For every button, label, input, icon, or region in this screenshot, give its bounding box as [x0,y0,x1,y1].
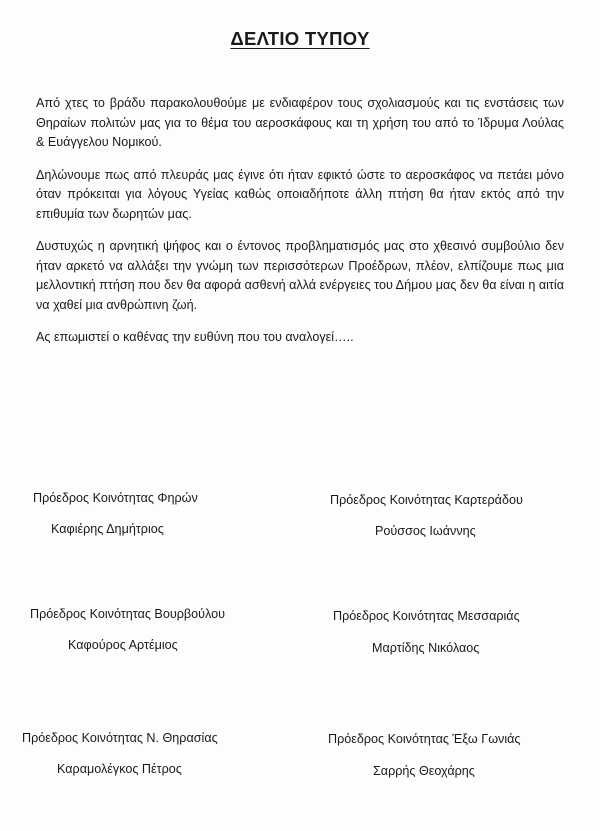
signature-role: Πρόεδρος Κοινότητας Φηρών [33,491,198,505]
signature-role: Πρόεδρος Κοινότητας Βουρβούλου [30,607,226,621]
paragraph: Ας επωμιστεί ο καθένας την ευθύνη που του αναλογεί….. [36,330,354,344]
signature-name: Καφιέρης Δημήτριος [51,522,164,536]
document-title: ΔΕΛΤΙΟ ΤΥΠΟΥ [230,28,370,49]
signature-block [333,608,520,656]
signature-block [328,731,520,779]
signature-block [33,490,198,537]
signature-name: Ρούσσος Ιωάννης [375,524,476,538]
signature-name: Καραμολέγκος Πέτρος [57,762,182,776]
signature-name: Μαρτίδης Νικόλαος [372,641,480,655]
signature-role: Πρόεδρος Κοινότητας Έξω Γωνιάς [328,732,521,746]
paragraph: Από χτες το βράδυ παρακολουθούμε με ενδιαφέρον τους σχολιασμούς και τις ενστάσεις των Θηραίων πολιτών μας για το θέμα του αεροσκάφους και τη χρήση του από το Ίδρυμα Λούλας & Ευάγγελου Νομικού. [36,96,564,149]
signature-name: Σαρρής Θεοχάρης [373,764,475,778]
signature-role: Πρόεδρος Κοινότητας Καρτεράδου [330,493,523,507]
document-body [36,94,564,361]
signature-role: Πρόεδρος Κοινότητας Μεσσαριάς [333,609,520,623]
paragraph: Δυστυχώς η αρνητική ψήφος και ο έντονος προβληματισμός μας στο χθεσινό συμβούλιο δεν ήταν αρκετό να αλλάξει την γνώμη των περισσότερων Προέδρων, πλέον, ελπίζουμε πως μια μελλοντική πτήση που δεν θα αφορά ασθενή αλλά ενέργειες του Δήμου μας δεν θα είναι η αιτία να χαθεί μια ανθρώπινη ζωή. [36,239,564,312]
signature-block [22,730,218,777]
signature-role: Πρόεδρος Κοινότητας Ν. Θηρασίας [22,731,218,745]
signature-block [30,606,225,653]
signature-block [330,492,523,539]
signature-name: Καφούρος Αρτέμιος [68,638,178,652]
paragraph: Δηλώνουμε πως από πλευράς μας έγινε ότι ήταν εφικτό ώστε το αεροσκάφος να πετάει μόνο όταν πρόκειται για λόγους Υγείας καθώς οποιαδήποτε άλλη πτήση θα ήταν εκτός από την επιθυμία των δωρητών μας. [36,167,564,221]
